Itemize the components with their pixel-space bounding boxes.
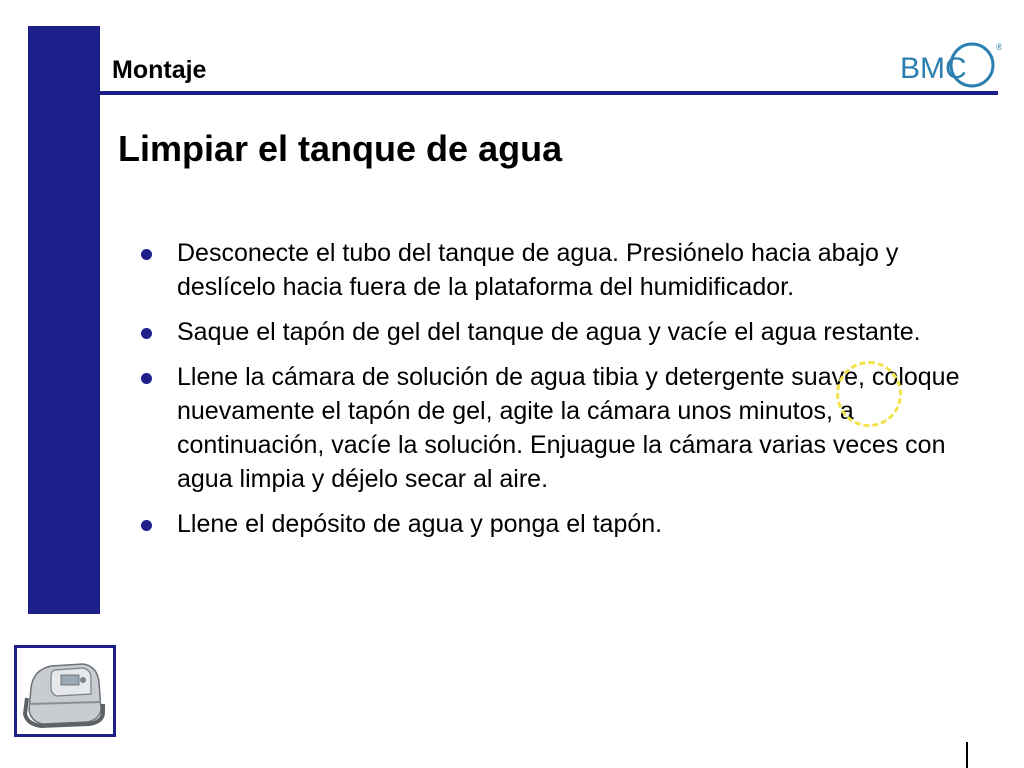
bullet-item — [136, 236, 976, 304]
registered-mark: ® — [996, 42, 1002, 52]
round-bullet-icon — [141, 249, 152, 260]
bullet-item — [136, 315, 976, 349]
round-bullet-icon — [141, 373, 152, 384]
bmc-logo — [898, 38, 1002, 94]
bullet-text: Llene la cámara de solución de agua tibia y detergente suave, coloque nuevamente el tapón de gel, agite la cámara unos minutos, a continuación, vacíe la solución. Enjuague la cámara varias veces con agua limpia y déjelo secar al aire. — [177, 363, 960, 493]
slide-title: Limpiar el tanque de agua — [118, 128, 563, 169]
device-thumbnail — [14, 645, 116, 737]
round-bullet-icon — [141, 328, 152, 339]
bullet-item — [136, 507, 976, 541]
section-label: Montaje — [112, 56, 207, 84]
corner-mark — [966, 742, 968, 768]
cpap-device-icon — [17, 648, 113, 734]
round-bullet-icon — [141, 520, 152, 531]
left-sidebar-bar — [28, 26, 100, 614]
header-rule — [100, 91, 998, 95]
bullet-text: Saque el tapón de gel del tanque de agua y vacíe el agua restante. — [177, 318, 921, 346]
bullet-text: Llene el depósito de agua y ponga el tapón. — [177, 510, 663, 538]
cursor-highlight-circle — [836, 361, 902, 427]
logo-text: BMC — [900, 52, 967, 85]
bullet-text: Desconecte el tubo del tanque de agua. Presiónelo hacia abajo y deslícelo hacia fuera de la plataforma del humidificador. — [177, 239, 899, 301]
